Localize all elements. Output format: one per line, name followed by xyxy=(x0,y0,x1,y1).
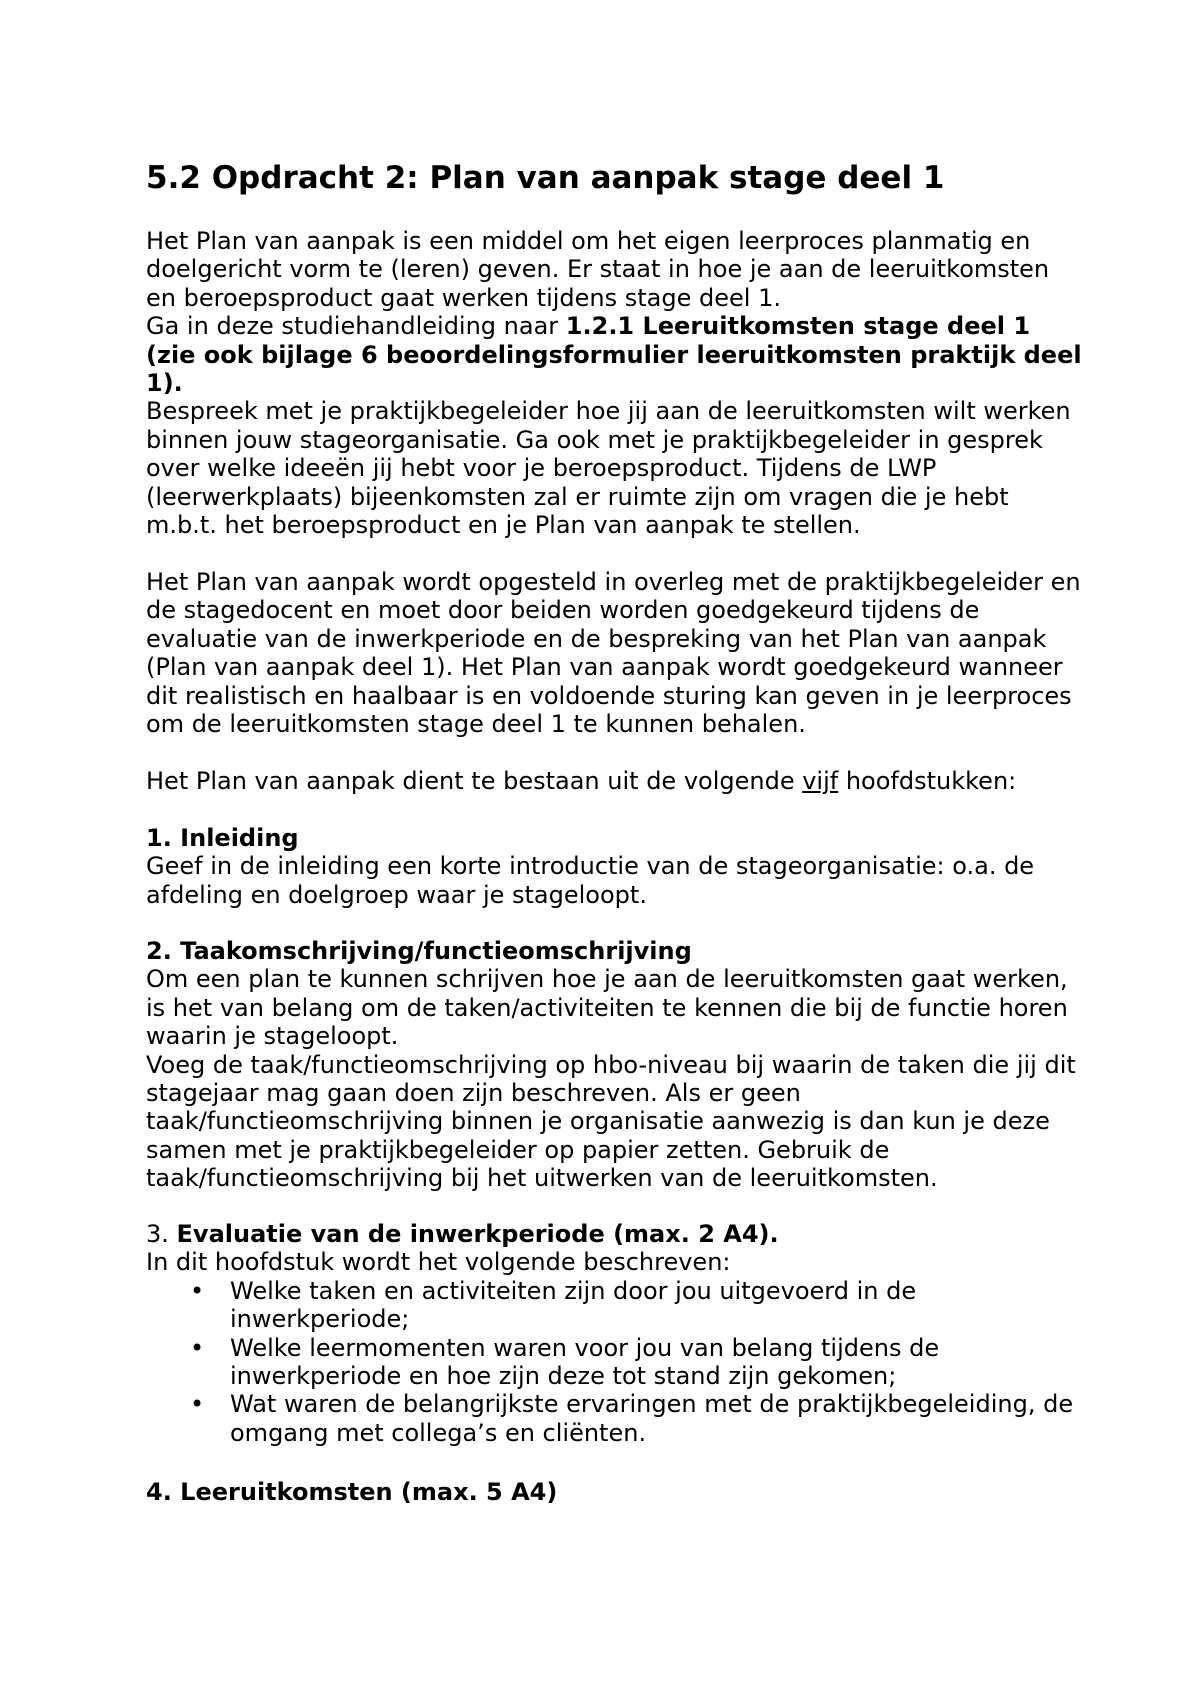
list-item-text: Wat waren de belangrijkste ervaringen met de praktijkbegeleiding, de omgang met collega’s en cliënten. xyxy=(230,1390,1074,1447)
section-3-heading: Evaluatie van de inwerkperiode (max. 2 A4). xyxy=(176,1220,779,1248)
section-2-heading: 2. Taakomschrijving/functieomschrijving xyxy=(146,937,692,965)
intro-reference-text: Ga in deze studiehandleiding naar xyxy=(146,312,566,341)
section-1-heading: 1. Inleiding xyxy=(146,824,299,852)
bullet-icon: • xyxy=(190,1333,205,1362)
list-item-text: Welke leermomenten waren voor jou van belang tijdens de inwerkperiode en hoe zijn deze tot stand zijn gekomen; xyxy=(230,1333,940,1391)
approval-paragraph: Het Plan van aanpak wordt opgesteld in overleg met de praktijkbegeleider en de stagedocent en moet door beiden worden goedgekeurd tijdens de evaluatie van de inwerkperiode en de bespreking van het Plan van aanpak (Plan van aanpak deel 1). Het Plan van aanpak wordt goedgekeurd wanneer dit realistisch en haalbaar is en voldoende sturing kan geven in je leerproces om de leeruitkomsten stage deel 1 te kunnen behalen. xyxy=(146,568,1081,739)
intro-paragraph-3: Bespreek met je praktijkbegeleider hoe jij aan de leeruitkomsten wilt werken binnen jouw stageorganisatie. Ga ook met je praktijkbegeleider in gesprek over welke ideeën jij hebt voor je beroepsproduct. Tijdens de LWP (leerwerkplaats) bijeenkomsten zal er ruimte zijn om vragen die je hebt m.b.t. het beroepsproduct en je Plan van aanpak te stellen. xyxy=(146,397,1071,540)
chapters-intro-pre: Het Plan van aanpak dient te bestaan uit de volgende xyxy=(146,767,803,795)
intro-paragraph-1: Het Plan van aanpak is een middel om het eigen leerproces planmatig en doelgericht vorm te (leren) geven. Er staat in hoe je aan de leeruitkomsten en beroepsproduct gaat werken tijdens stage deel 1. xyxy=(146,227,1050,312)
chapters-intro-post: hoofdstukken: xyxy=(838,767,1017,795)
list-item xyxy=(146,1334,1086,1391)
section-3-bullet-list xyxy=(146,1277,1086,1447)
bullet-icon: • xyxy=(190,1390,205,1419)
chapters-intro-count: vijf xyxy=(802,767,839,795)
list-item-text: Welke taken en activiteiten zijn door jou uitgevoerd in de inwerkperiode; xyxy=(230,1276,917,1334)
section-3 xyxy=(146,1220,1086,1447)
section-2 xyxy=(146,937,1086,1193)
section-2-text-1: Om een plan te kunnen schrijven hoe je aan de leeruitkomsten gaat werken, is het van belang om de taken/activiteiten te kennen die bij de functie horen waarin je stageloopt. xyxy=(146,965,1068,1051)
section-4-heading: 4. Leeruitkomsten (max. 5 A4) xyxy=(146,1478,558,1506)
list-item xyxy=(146,1277,1086,1334)
intro-section xyxy=(146,227,1086,539)
page-title: 5.2 Opdracht 2: Plan van aanpak stage deel 1 xyxy=(146,160,945,196)
bullet-icon: • xyxy=(190,1276,205,1305)
section-3-intro: In dit hoofdstuk wordt het volgende beschreven: xyxy=(146,1248,731,1277)
chapters-intro xyxy=(146,767,1086,795)
intro-reference-bold: 1.2.1 Leeruitkomsten stage deel 1 (zie ook bijlage 6 beoordelingsformulier leeruitkomsten praktijk deel 1). xyxy=(146,312,1082,398)
section-1-text: Geef in de inleiding een korte introductie van de stageorganisatie: o.a. de afdeling en doelgroep waar je stageloopt. xyxy=(146,852,1035,909)
section-1 xyxy=(146,824,1086,909)
list-item xyxy=(146,1390,1086,1447)
intro-paragraph-2 xyxy=(146,312,1086,397)
section-3-heading-line xyxy=(146,1220,1086,1248)
section-2-text-2: Voeg de taak/functieomschrijving op hbo-niveau bij waarin de taken die jij dit stagejaar mag gaan doen zijn beschreven. Als er geen taak/functieomschrijving binnen je organisatie aanwezig is dan kun je deze samen met je praktijkbegeleider op papier zetten. Gebruik de taak/functieomschrijving bij het uitwerken van de leeruitkomsten. xyxy=(146,1050,1076,1193)
section-3-number: 3. xyxy=(146,1220,177,1248)
